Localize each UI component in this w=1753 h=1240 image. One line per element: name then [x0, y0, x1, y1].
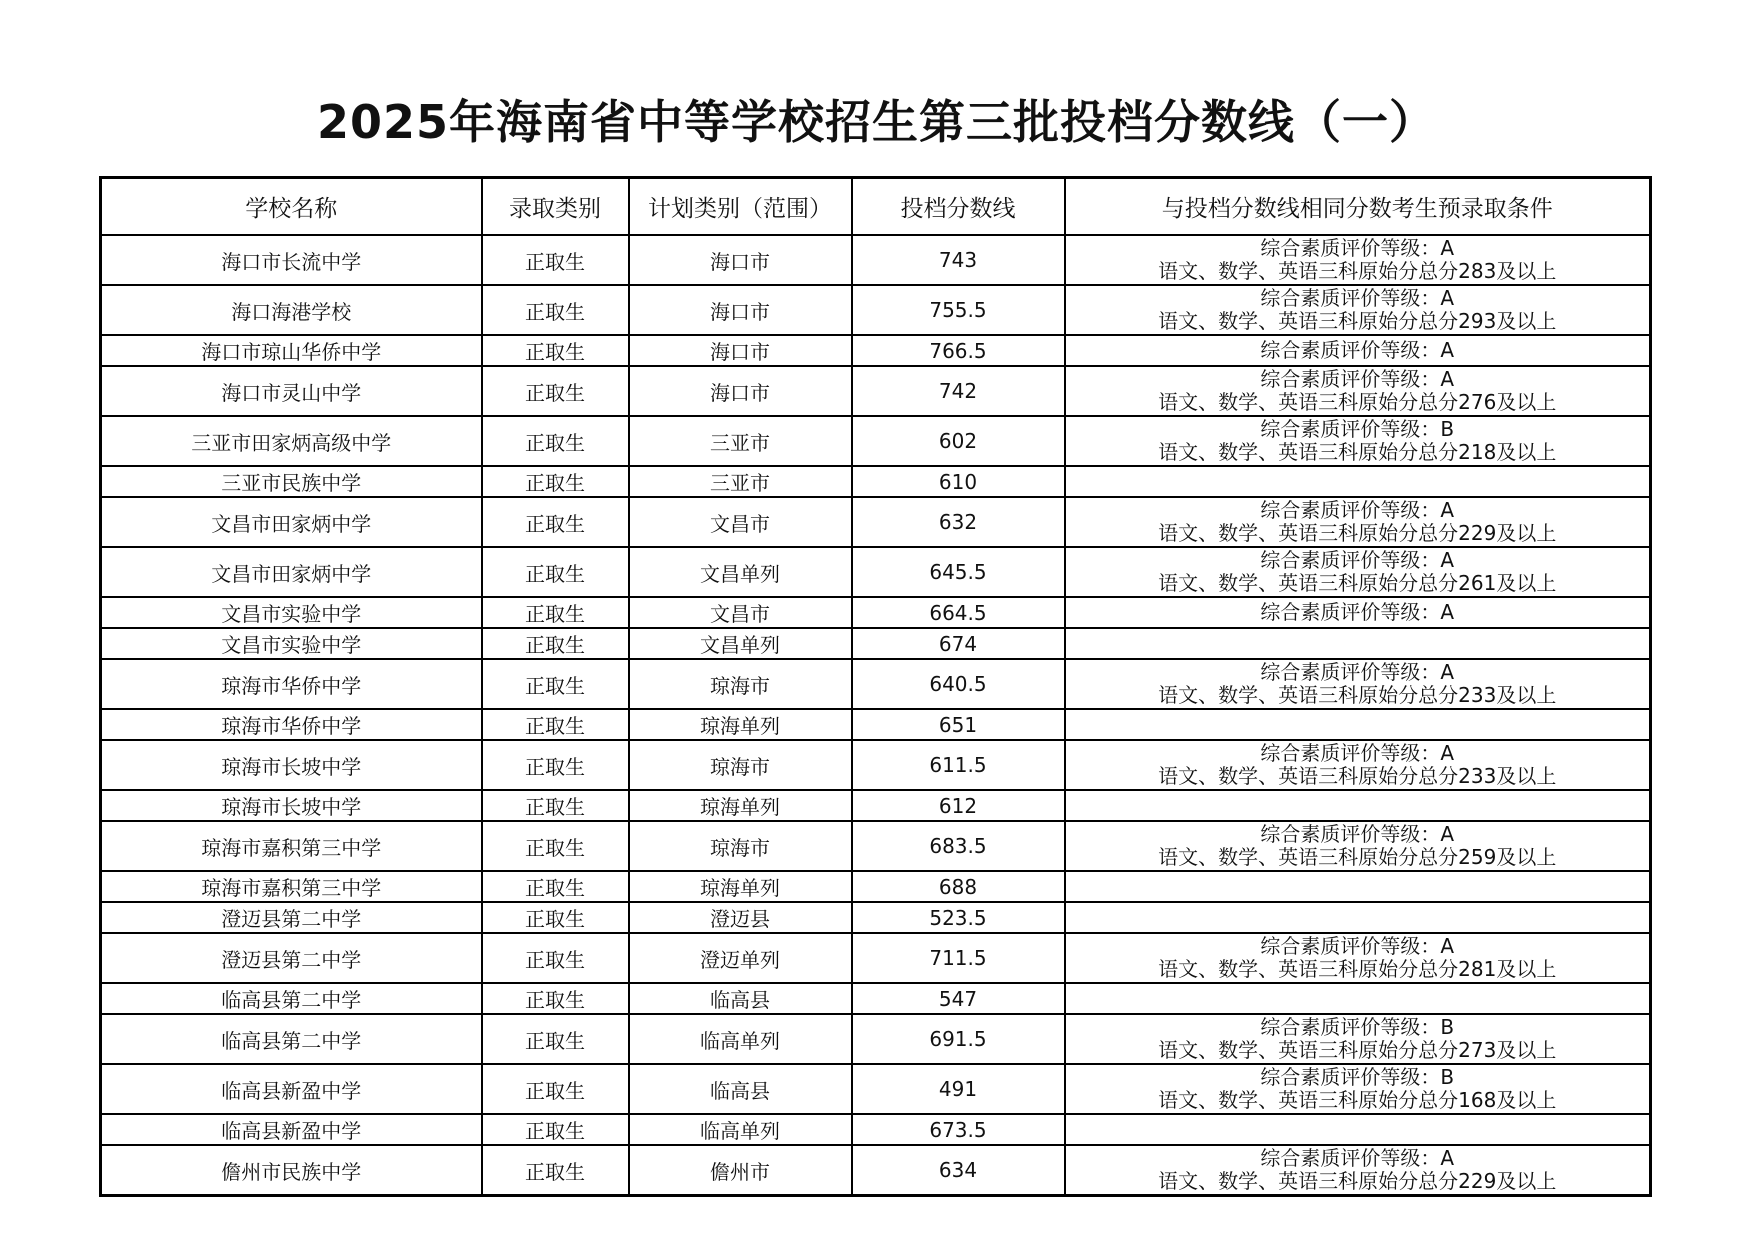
header-plan-category: 计划类别（范围）	[629, 178, 852, 236]
school-name-cell: 琼海市长坡中学	[101, 790, 482, 821]
plan-category-cell: 澄迈县	[629, 902, 852, 933]
quality-grade-condition: 综合素质评价等级：A	[1260, 236, 1455, 260]
school-name-cell: 澄迈县第二中学	[101, 902, 482, 933]
table-row	[101, 709, 1651, 740]
admission-category-cell: 正取生	[482, 597, 629, 628]
score-line-cell: 673.5	[852, 1114, 1065, 1145]
school-name-cell: 琼海市长坡中学	[101, 740, 482, 790]
raw-score-condition: 语文、数学、英语三科原始分总分168及以上	[1158, 1088, 1557, 1112]
plan-category-cell: 临高县	[629, 1064, 852, 1114]
admission-category-cell: 正取生	[482, 466, 629, 497]
admission-category-cell: 正取生	[482, 983, 629, 1014]
score-line-cell: 743	[852, 235, 1065, 285]
school-name-cell: 三亚市民族中学	[101, 466, 482, 497]
admission-category-cell: 正取生	[482, 628, 629, 659]
table-row	[101, 933, 1651, 983]
admission-category-cell: 正取生	[482, 790, 629, 821]
raw-score-condition: 语文、数学、英语三科原始分总分283及以上	[1158, 259, 1557, 283]
school-name-cell: 临高县新盈中学	[101, 1064, 482, 1114]
table-row	[101, 983, 1651, 1014]
tie-condition-cell	[1065, 547, 1651, 597]
header-score-line: 投档分数线	[852, 178, 1065, 236]
table-row	[101, 902, 1651, 933]
raw-score-condition: 语文、数学、英语三科原始分总分229及以上	[1158, 1169, 1557, 1193]
tie-condition-cell	[1065, 1014, 1651, 1064]
admission-category-cell: 正取生	[482, 547, 629, 597]
plan-category-cell: 海口市	[629, 335, 852, 366]
school-name-cell: 琼海市嘉积第三中学	[101, 821, 482, 871]
school-name-cell: 海口海港学校	[101, 285, 482, 335]
tie-condition-cell	[1065, 933, 1651, 983]
raw-score-condition: 语文、数学、英语三科原始分总分218及以上	[1158, 440, 1557, 464]
quality-grade-condition: 综合素质评价等级：B	[1260, 417, 1455, 441]
quality-grade-condition: 综合素质评价等级：A	[1260, 548, 1455, 572]
tie-condition-cell	[1065, 466, 1651, 497]
tie-condition-cell	[1065, 790, 1651, 821]
quality-grade-condition: 综合素质评价等级：A	[1260, 1146, 1455, 1170]
plan-category-cell: 琼海单列	[629, 709, 852, 740]
admission-category-cell: 正取生	[482, 285, 629, 335]
raw-score-condition: 语文、数学、英语三科原始分总分273及以上	[1158, 1038, 1557, 1062]
tie-condition-cell	[1065, 821, 1651, 871]
tie-condition-cell	[1065, 285, 1651, 335]
school-name-cell: 临高县第二中学	[101, 1014, 482, 1064]
school-name-cell: 临高县第二中学	[101, 983, 482, 1014]
school-name-cell: 澄迈县第二中学	[101, 933, 482, 983]
tie-condition-cell	[1065, 497, 1651, 547]
tie-condition-cell	[1065, 1145, 1651, 1196]
score-line-cell: 611.5	[852, 740, 1065, 790]
plan-category-cell: 文昌单列	[629, 547, 852, 597]
quality-grade-condition: 综合素质评价等级：A	[1260, 600, 1455, 624]
school-name-cell: 海口市灵山中学	[101, 366, 482, 416]
header-school-name: 学校名称	[101, 178, 482, 236]
score-line-cell: 632	[852, 497, 1065, 547]
admission-category-cell: 正取生	[482, 497, 629, 547]
admission-category-cell: 正取生	[482, 902, 629, 933]
score-line-cell: 755.5	[852, 285, 1065, 335]
table-row	[101, 497, 1651, 547]
school-name-cell: 儋州市民族中学	[101, 1145, 482, 1196]
admission-category-cell: 正取生	[482, 1114, 629, 1145]
table-row	[101, 1014, 1651, 1064]
raw-score-condition: 语文、数学、英语三科原始分总分233及以上	[1158, 764, 1557, 788]
school-name-cell: 临高县新盈中学	[101, 1114, 482, 1145]
plan-category-cell: 儋州市	[629, 1145, 852, 1196]
plan-category-cell: 琼海单列	[629, 871, 852, 902]
raw-score-condition: 语文、数学、英语三科原始分总分276及以上	[1158, 390, 1557, 414]
score-line-cell: 612	[852, 790, 1065, 821]
table-row	[101, 597, 1651, 628]
plan-category-cell: 琼海市	[629, 821, 852, 871]
admission-category-cell: 正取生	[482, 709, 629, 740]
score-line-cell: 711.5	[852, 933, 1065, 983]
table-row	[101, 235, 1651, 285]
admission-score-table	[99, 176, 1652, 1197]
score-line-cell: 651	[852, 709, 1065, 740]
score-line-cell: 610	[852, 466, 1065, 497]
table-row	[101, 628, 1651, 659]
admission-category-cell: 正取生	[482, 416, 629, 466]
quality-grade-condition: 综合素质评价等级：A	[1260, 934, 1455, 958]
table-row	[101, 740, 1651, 790]
plan-category-cell: 海口市	[629, 285, 852, 335]
school-name-cell: 文昌市田家炳中学	[101, 497, 482, 547]
quality-grade-condition: 综合素质评价等级：A	[1260, 498, 1455, 522]
quality-grade-condition: 综合素质评价等级：A	[1260, 367, 1455, 391]
school-name-cell: 文昌市实验中学	[101, 628, 482, 659]
raw-score-condition: 语文、数学、英语三科原始分总分281及以上	[1158, 957, 1557, 981]
quality-grade-condition: 综合素质评价等级：A	[1260, 286, 1455, 310]
raw-score-condition: 语文、数学、英语三科原始分总分229及以上	[1158, 521, 1557, 545]
school-name-cell: 海口市琼山华侨中学	[101, 335, 482, 366]
quality-grade-condition: 综合素质评价等级：A	[1260, 660, 1455, 684]
quality-grade-condition: 综合素质评价等级：B	[1260, 1065, 1455, 1089]
plan-category-cell: 临高县	[629, 983, 852, 1014]
tie-condition-cell	[1065, 983, 1651, 1014]
tie-condition-cell	[1065, 902, 1651, 933]
score-line-cell: 742	[852, 366, 1065, 416]
tie-condition-cell	[1065, 335, 1651, 366]
admission-category-cell: 正取生	[482, 1064, 629, 1114]
plan-category-cell: 三亚市	[629, 416, 852, 466]
tie-condition-cell	[1065, 1114, 1651, 1145]
score-line-cell: 640.5	[852, 659, 1065, 709]
plan-category-cell: 三亚市	[629, 466, 852, 497]
quality-grade-condition: 综合素质评价等级：A	[1260, 338, 1455, 362]
plan-category-cell: 临高单列	[629, 1114, 852, 1145]
score-line-cell: 691.5	[852, 1014, 1065, 1064]
table-row	[101, 416, 1651, 466]
table-row	[101, 1114, 1651, 1145]
table-row	[101, 366, 1651, 416]
table-row	[101, 1145, 1651, 1196]
tie-condition-cell	[1065, 366, 1651, 416]
table-row	[101, 659, 1651, 709]
plan-category-cell: 琼海单列	[629, 790, 852, 821]
school-name-cell: 琼海市华侨中学	[101, 709, 482, 740]
admission-category-cell: 正取生	[482, 740, 629, 790]
tie-condition-cell	[1065, 235, 1651, 285]
table-row	[101, 790, 1651, 821]
school-name-cell: 文昌市实验中学	[101, 597, 482, 628]
table-row	[101, 547, 1651, 597]
tie-condition-cell	[1065, 597, 1651, 628]
table-row	[101, 871, 1651, 902]
table-row	[101, 335, 1651, 366]
admission-category-cell: 正取生	[482, 1145, 629, 1196]
score-line-cell: 664.5	[852, 597, 1065, 628]
plan-category-cell: 海口市	[629, 366, 852, 416]
tie-condition-cell	[1065, 709, 1651, 740]
admission-category-cell: 正取生	[482, 933, 629, 983]
score-line-cell: 683.5	[852, 821, 1065, 871]
plan-category-cell: 临高单列	[629, 1014, 852, 1064]
plan-category-cell: 琼海市	[629, 740, 852, 790]
plan-category-cell: 文昌市	[629, 497, 852, 547]
admission-category-cell: 正取生	[482, 871, 629, 902]
plan-category-cell: 澄迈单列	[629, 933, 852, 983]
plan-category-cell: 海口市	[629, 235, 852, 285]
score-line-cell: 674	[852, 628, 1065, 659]
table-row	[101, 821, 1651, 871]
tie-condition-cell	[1065, 659, 1651, 709]
quality-grade-condition: 综合素质评价等级：B	[1260, 1015, 1455, 1039]
school-name-cell: 琼海市华侨中学	[101, 659, 482, 709]
admission-category-cell: 正取生	[482, 335, 629, 366]
plan-category-cell: 文昌单列	[629, 628, 852, 659]
school-name-cell: 文昌市田家炳中学	[101, 547, 482, 597]
header-tie-conditions: 与投档分数线相同分数考生预录取条件	[1065, 178, 1651, 236]
table-row	[101, 285, 1651, 335]
school-name-cell: 海口市长流中学	[101, 235, 482, 285]
tie-condition-cell	[1065, 416, 1651, 466]
plan-category-cell: 琼海市	[629, 659, 852, 709]
tie-condition-cell	[1065, 1064, 1651, 1114]
score-line-cell: 688	[852, 871, 1065, 902]
raw-score-condition: 语文、数学、英语三科原始分总分233及以上	[1158, 683, 1557, 707]
score-line-cell: 766.5	[852, 335, 1065, 366]
table-header-row	[101, 178, 1651, 236]
score-line-cell: 523.5	[852, 902, 1065, 933]
score-line-cell: 634	[852, 1145, 1065, 1196]
school-name-cell: 三亚市田家炳高级中学	[101, 416, 482, 466]
table-row	[101, 1064, 1651, 1114]
school-name-cell: 琼海市嘉积第三中学	[101, 871, 482, 902]
quality-grade-condition: 综合素质评价等级：A	[1260, 822, 1455, 846]
plan-category-cell: 文昌市	[629, 597, 852, 628]
tie-condition-cell	[1065, 740, 1651, 790]
admission-category-cell: 正取生	[482, 1014, 629, 1064]
tie-condition-cell	[1065, 628, 1651, 659]
table-row	[101, 466, 1651, 497]
admission-category-cell: 正取生	[482, 659, 629, 709]
raw-score-condition: 语文、数学、英语三科原始分总分261及以上	[1158, 571, 1557, 595]
tie-condition-cell	[1065, 871, 1651, 902]
score-line-cell: 547	[852, 983, 1065, 1014]
quality-grade-condition: 综合素质评价等级：A	[1260, 741, 1455, 765]
admission-category-cell: 正取生	[482, 821, 629, 871]
raw-score-condition: 语文、数学、英语三科原始分总分259及以上	[1158, 845, 1557, 869]
header-admission-category: 录取类别	[482, 178, 629, 236]
admission-category-cell: 正取生	[482, 235, 629, 285]
score-line-cell: 645.5	[852, 547, 1065, 597]
score-line-cell: 602	[852, 416, 1065, 466]
page-title: 2025年海南省中等学校招生第三批投档分数线（一）	[316, 95, 1437, 149]
raw-score-condition: 语文、数学、英语三科原始分总分293及以上	[1158, 309, 1557, 333]
admission-category-cell: 正取生	[482, 366, 629, 416]
score-line-cell: 491	[852, 1064, 1065, 1114]
